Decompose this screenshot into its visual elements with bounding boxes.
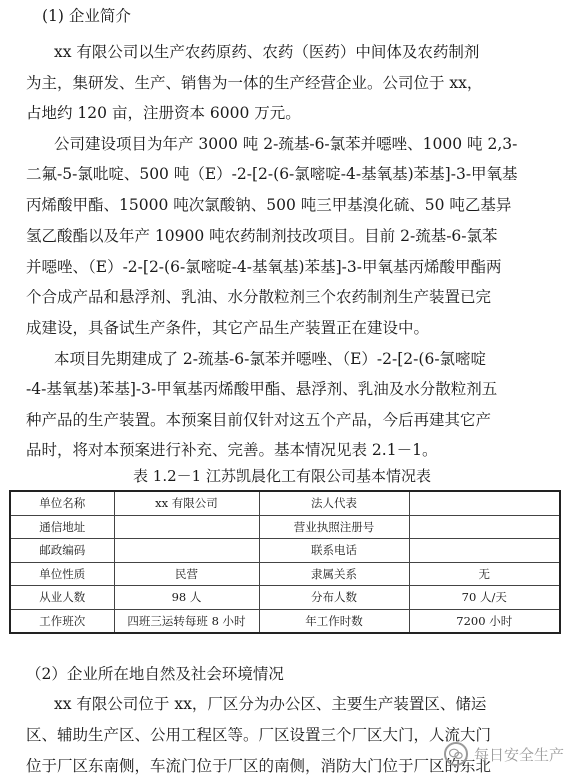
section2-line: 区、辅助生产区、公用工程区等。厂区设置三个厂区大门，人流大门 — [26, 726, 492, 744]
section1-heading: (1) 企业简介 — [42, 7, 131, 25]
table-cell: 通信地址 — [10, 515, 114, 539]
para1-line: 为主，集研发、生产、销售为一体的生产经营企业。公司位于 xx， — [26, 74, 483, 92]
table-cell: 法人代表 — [259, 491, 409, 515]
para3-line: 品时，将对本预案进行补充、完善。基本情况见表 2.1－1。 — [26, 441, 438, 459]
para2-line: 氢乙酸酯以及年产 10900 吨农药制剂技改项目。目前 2-巯基-6-氯苯 — [26, 227, 498, 245]
para2-line: 二氟-5-氯吡啶、500 吨（E）-2-[2-(6-氯嘧啶-4-基氧基)苯基]-3-甲氧基 — [26, 165, 518, 183]
table-cell: 四班三运转每班 8 小时 — [114, 609, 259, 633]
para1-line: xx 有限公司以生产农药原药、农药（医药）中间体及农药制剂 — [54, 43, 480, 61]
company-info-table — [9, 490, 561, 634]
table-cell: xx 有限公司 — [114, 491, 259, 515]
table-cell: 7200 小时 — [409, 609, 560, 633]
para2-line: 丙烯酸甲酯、15000 吨次氯酸钠、500 吨三甲基溴化硫、50 吨乙基异 — [26, 196, 512, 214]
table-row — [10, 491, 560, 515]
table-cell: 无 — [409, 562, 560, 586]
table-cell: 联系电话 — [259, 539, 409, 563]
section2-line: 位于厂区东南侧，车流门位于厂区的南侧，消防大门位于厂区的东北 — [26, 757, 492, 775]
table-cell — [409, 515, 560, 539]
para2-line: 公司建设项目为年产 3000 吨 2-巯基-6-氯苯并噁唑、1000 吨 2,3- — [54, 135, 518, 153]
table-cell — [114, 515, 259, 539]
para3-line: 种产品的生产装置。本预案目前仅针对这五个产品，今后再建其它产 — [26, 411, 492, 429]
table-cell — [409, 491, 560, 515]
table-cell: 单位性质 — [10, 562, 114, 586]
table-cell: 98 人 — [114, 586, 259, 610]
table-cell: 民营 — [114, 562, 259, 586]
table-cell — [409, 539, 560, 563]
section2-line: xx 有限公司位于 xx，厂区分为办公区、主要生产装置区、储运 — [54, 695, 487, 713]
table-row — [10, 539, 560, 563]
para3-line: -4-基氧基)苯基]-3-甲氧基丙烯酸甲酯、悬浮剂、乳油及水分散粒剂五 — [26, 380, 498, 398]
para3-line: 本项目先期建成了 2-巯基-6-氯苯并噁唑、（E）-2-[2-(6-氯嘧啶 — [54, 350, 487, 368]
table-cell: 营业执照注册号 — [259, 515, 409, 539]
para1-line: 占地约 120 亩，注册资本 6000 万元。 — [26, 104, 301, 122]
table-cell: 邮政编码 — [10, 539, 114, 563]
table-cell — [114, 539, 259, 563]
watermark — [444, 740, 564, 768]
para2-line: 个合成产品和悬浮剂、乳油、水分散粒剂三个农药制剂生产装置已完 — [26, 288, 492, 306]
para2-line: 并噁唑、（E）-2-[2-(6-氯嘧啶-4-基氧基)苯基]-3-甲氧基丙烯酸甲酯两 — [26, 258, 502, 276]
table-cell: 从业人数 — [10, 586, 114, 610]
table-caption: 表 1.2－1 江苏凯晨化工有限公司基本情况表 — [133, 467, 431, 485]
table-cell: 工作班次 — [10, 609, 114, 633]
para2-line: 成建设，具备试生产条件，其它产品生产装置正在建设中。 — [26, 319, 430, 337]
table-row — [10, 586, 560, 610]
section2-heading: （2）企业所在地自然及社会环境情况 — [26, 665, 284, 683]
table-row — [10, 562, 560, 586]
table-cell: 分布人数 — [259, 586, 409, 610]
table-cell: 年工作时数 — [259, 609, 409, 633]
table-cell: 70 人/天 — [409, 586, 560, 610]
table-cell: 单位名称 — [10, 491, 114, 515]
watermark-text: 每日安全生产 — [473, 745, 564, 764]
wechat-official-account-icon — [444, 742, 468, 766]
table-row — [10, 515, 560, 539]
table-row — [10, 609, 560, 633]
table-cell: 隶属关系 — [259, 562, 409, 586]
